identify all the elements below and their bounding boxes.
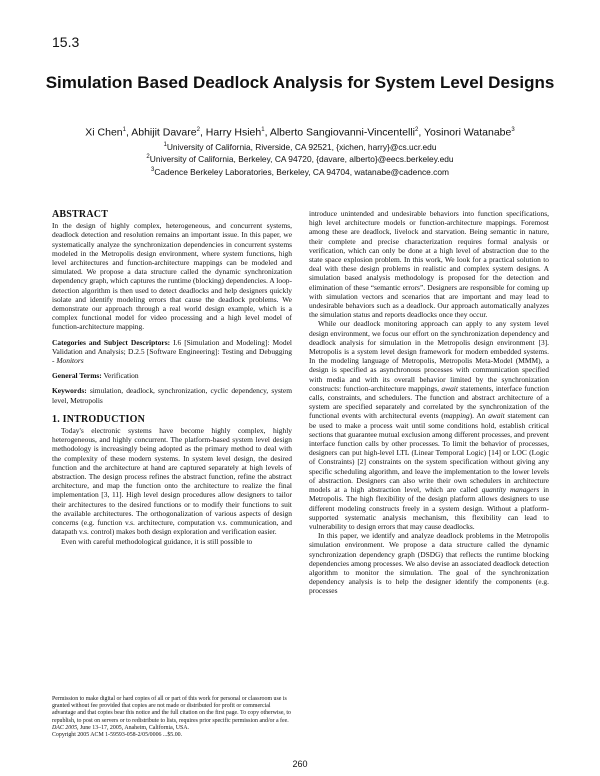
affiliation: $^3$Cadence Berkeley Laboratories, Berkeley, CA 94704, watanabe@cadence.com bbox=[150, 166, 449, 177]
body-paragraph: In this paper, we identify and analyze deadlock problems in the Metropolis simulation environment. We propose a data structure called the dynamic synchronization dependency graph (DSDG) that reflects the runtime blocking dependencies among processes. We also devise an associated deadlock detection algorithm to monitor the simulation. The goal of the synchronization dependency analysis is to help the designer identify the components (e.g. processes bbox=[309, 531, 549, 596]
author-names: Xi Chen$^1$, Abhijit Davare$^2$, Harry Hsieh$^1$, Alberto Sangiovanni-Vincentelli$^2$, Yosinori Watanabe$^3$ bbox=[85, 126, 515, 139]
author-sup: 1 bbox=[122, 127, 126, 133]
abstract-heading: ABSTRACT bbox=[52, 209, 109, 220]
session-number: 15.3 bbox=[52, 34, 80, 50]
conference-line: DAC 2005, June 13–17, 2005, Anaheim, California, USA. bbox=[52, 724, 189, 731]
affiliation: $^2$University of California, Berkeley, CA 94720, {davare, alberto}@eecs.berkeley.edu bbox=[146, 154, 454, 165]
body-paragraph: introduce unintended and undesirable behaviors into function specifications, high level architecture models or function-architecture mappings. Foremost among these are deadlock, livelock and starvation. Being semantic in nature, their complete and precise characterization requires formal analysis or verification, which can only be done at a high level of abstraction due to the state space explosion problem. In this work, We look for a practical solution to deal with these design problems in realistic and complex system designs. A simulation based analysis methodology is proposed for the detection and elimination of these “semantic errors”. Designers are responsible for coming up with simulation vectors and scenarios that are important and may lead to undesirable behaviors such as a deadlock. Our approach automatically analyzes the simulation status and reports deadlocks once they occur. bbox=[309, 209, 549, 320]
keywords: Keywords: simulation, deadlock, synchronization, cyclic dependency, system level, Metropolis bbox=[52, 386, 292, 405]
author-sup: 2 bbox=[196, 127, 200, 133]
copyright-footnote bbox=[52, 696, 292, 739]
categories: Categories and Subject Descriptors: I.6 [Simulation and Modeling]: Model Validation and Analysis; D.2.5 [Software Engineering]: Testing and Debugging - Monitors bbox=[52, 337, 292, 366]
paper-title: Simulation Based Deadlock Analysis for System Level Designs bbox=[45, 73, 555, 92]
author-name: Harry Hsieh bbox=[205, 126, 262, 139]
permission-notice: Permission to make digital or hard copies of all or part of this work for personal or classroom use is granted without fee provided that copies are not made or distributed for profit or commercial advantage and that copies bear this notice and the full citation on the first page. To copy otherwise, to republish, to post on servers or to redistribute to lists, requires prior specific permission and/or a fee. bbox=[52, 696, 291, 724]
introduction-heading: 1. INTRODUCTION bbox=[52, 413, 146, 425]
page-number: 260 bbox=[292, 759, 308, 769]
intro-paragraph: Even with careful methodological guidance, it is still possible to bbox=[61, 536, 253, 546]
left-column bbox=[52, 210, 292, 546]
general-terms: General Terms: Verification bbox=[52, 371, 139, 381]
author-sup: 3 bbox=[511, 127, 515, 133]
author-name: Abhijit Davare bbox=[131, 126, 197, 139]
author-block bbox=[0, 123, 600, 178]
author-name: Alberto Sangiovanni-Vincentelli bbox=[269, 126, 415, 139]
body-paragraph: While our deadlock monitoring approach can apply to any system level design environment, we focus our effort on the synchronization dependency and deadlock analysis for simulation in the Metropolis design environment [3]. Metropolis is a system level design framework for modern embedded systems. In the modeling language of Metropolis, Metropolis Meta-Model (MMM), a design is specified as asynchronous processes with communication specified with media and with its overall behavior limited by the synchronization constructs: function-architecture mappings, await statements, interface function calls, constraints, and schedulers. The function and abstract architecture of a system are specified separately and correlated by the synchronization of the functional events with architectural events (mapping). An await statement can be used to make a process wait until some conditions hold, establish critical sections that guarantee mutual exclusion among different processes, and prevent interface function calls by other processes. To limit the behavior of processes, designers can put high-level LTL (Linear Temporal Logic) [14] or LOC (Logic of Constraints) [2] constraints on the system specification without giving any specific scheduling algorithm, and leave the implementation to the lower levels of abstraction. Designers can also write their own schedulers in architecture models at a high abstraction level, which are called quantity managers in Metropolis. The high flexibility of the design platform allows designers to use different modeling constructs freely in a system design. Without a platform-supported systematic analysis mechanism, this flexibility can lead to vulnerability to design errors that may cause deadlocks. bbox=[309, 319, 550, 531]
author-name: Xi Chen bbox=[85, 126, 123, 139]
affiliation: $^1$University of California, Riverside, CA 92521, {xichen, harry}@cs.ucr.edu bbox=[163, 141, 437, 152]
intro-paragraph: Today's electronic systems have become highly complex, highly heterogeneous, and highly concurrent. The platform-based system level design methodology is increasingly being adopted as the primary method to deal with the complexity of these modern systems. In system level design, the desired function and the architecture at hand are captured separately at high levels of abstraction. The design process refines the abstract function, refine the abstract architecture, and map the function onto the architecture to realize the final implementation [3, 11]. High level design procedures allow designers to tailor their architectures to the desired functions or to modify their functions to suit the available architectures. The orthogonalization of various aspects of design concerns (e.g. function v.s. architecture, computation v.s. communication, and datapath v.s. control) makes both design exploration and verification easier. bbox=[52, 426, 292, 537]
right-column bbox=[309, 209, 549, 596]
abstract-text: In the design of highly complex, heterogeneous, and concurrent systems, deadlock detection and resolution remains an important issue. In this paper, we systematically analyze the synchronization dependencies in concurrent systems modeled in the Metropolis design environment, where system functions, high level architectures and function-architecture mappings can be modeled and simulated. We propose a data structure called the dynamic synchronization dependency graph, which captures the runtime (blocking) dependencies. A loop-detection algorithm is then used to detect deadlocks and help designers quickly isolate and identify modeling errors that cause the deadlock problems. We demonstrate our approach through a real world design example, which is a complex functional model for video processing and a high level model of function-architecture mapping. bbox=[52, 221, 292, 332]
author-sup: 1 bbox=[261, 127, 265, 133]
author-sup: 2 bbox=[415, 127, 419, 133]
copyright-line: Copyright 2005 ACM 1-59593-058-2/05/0006 ...$5.00. bbox=[52, 732, 183, 739]
author-name: Yosinori Watanabe bbox=[424, 126, 512, 139]
